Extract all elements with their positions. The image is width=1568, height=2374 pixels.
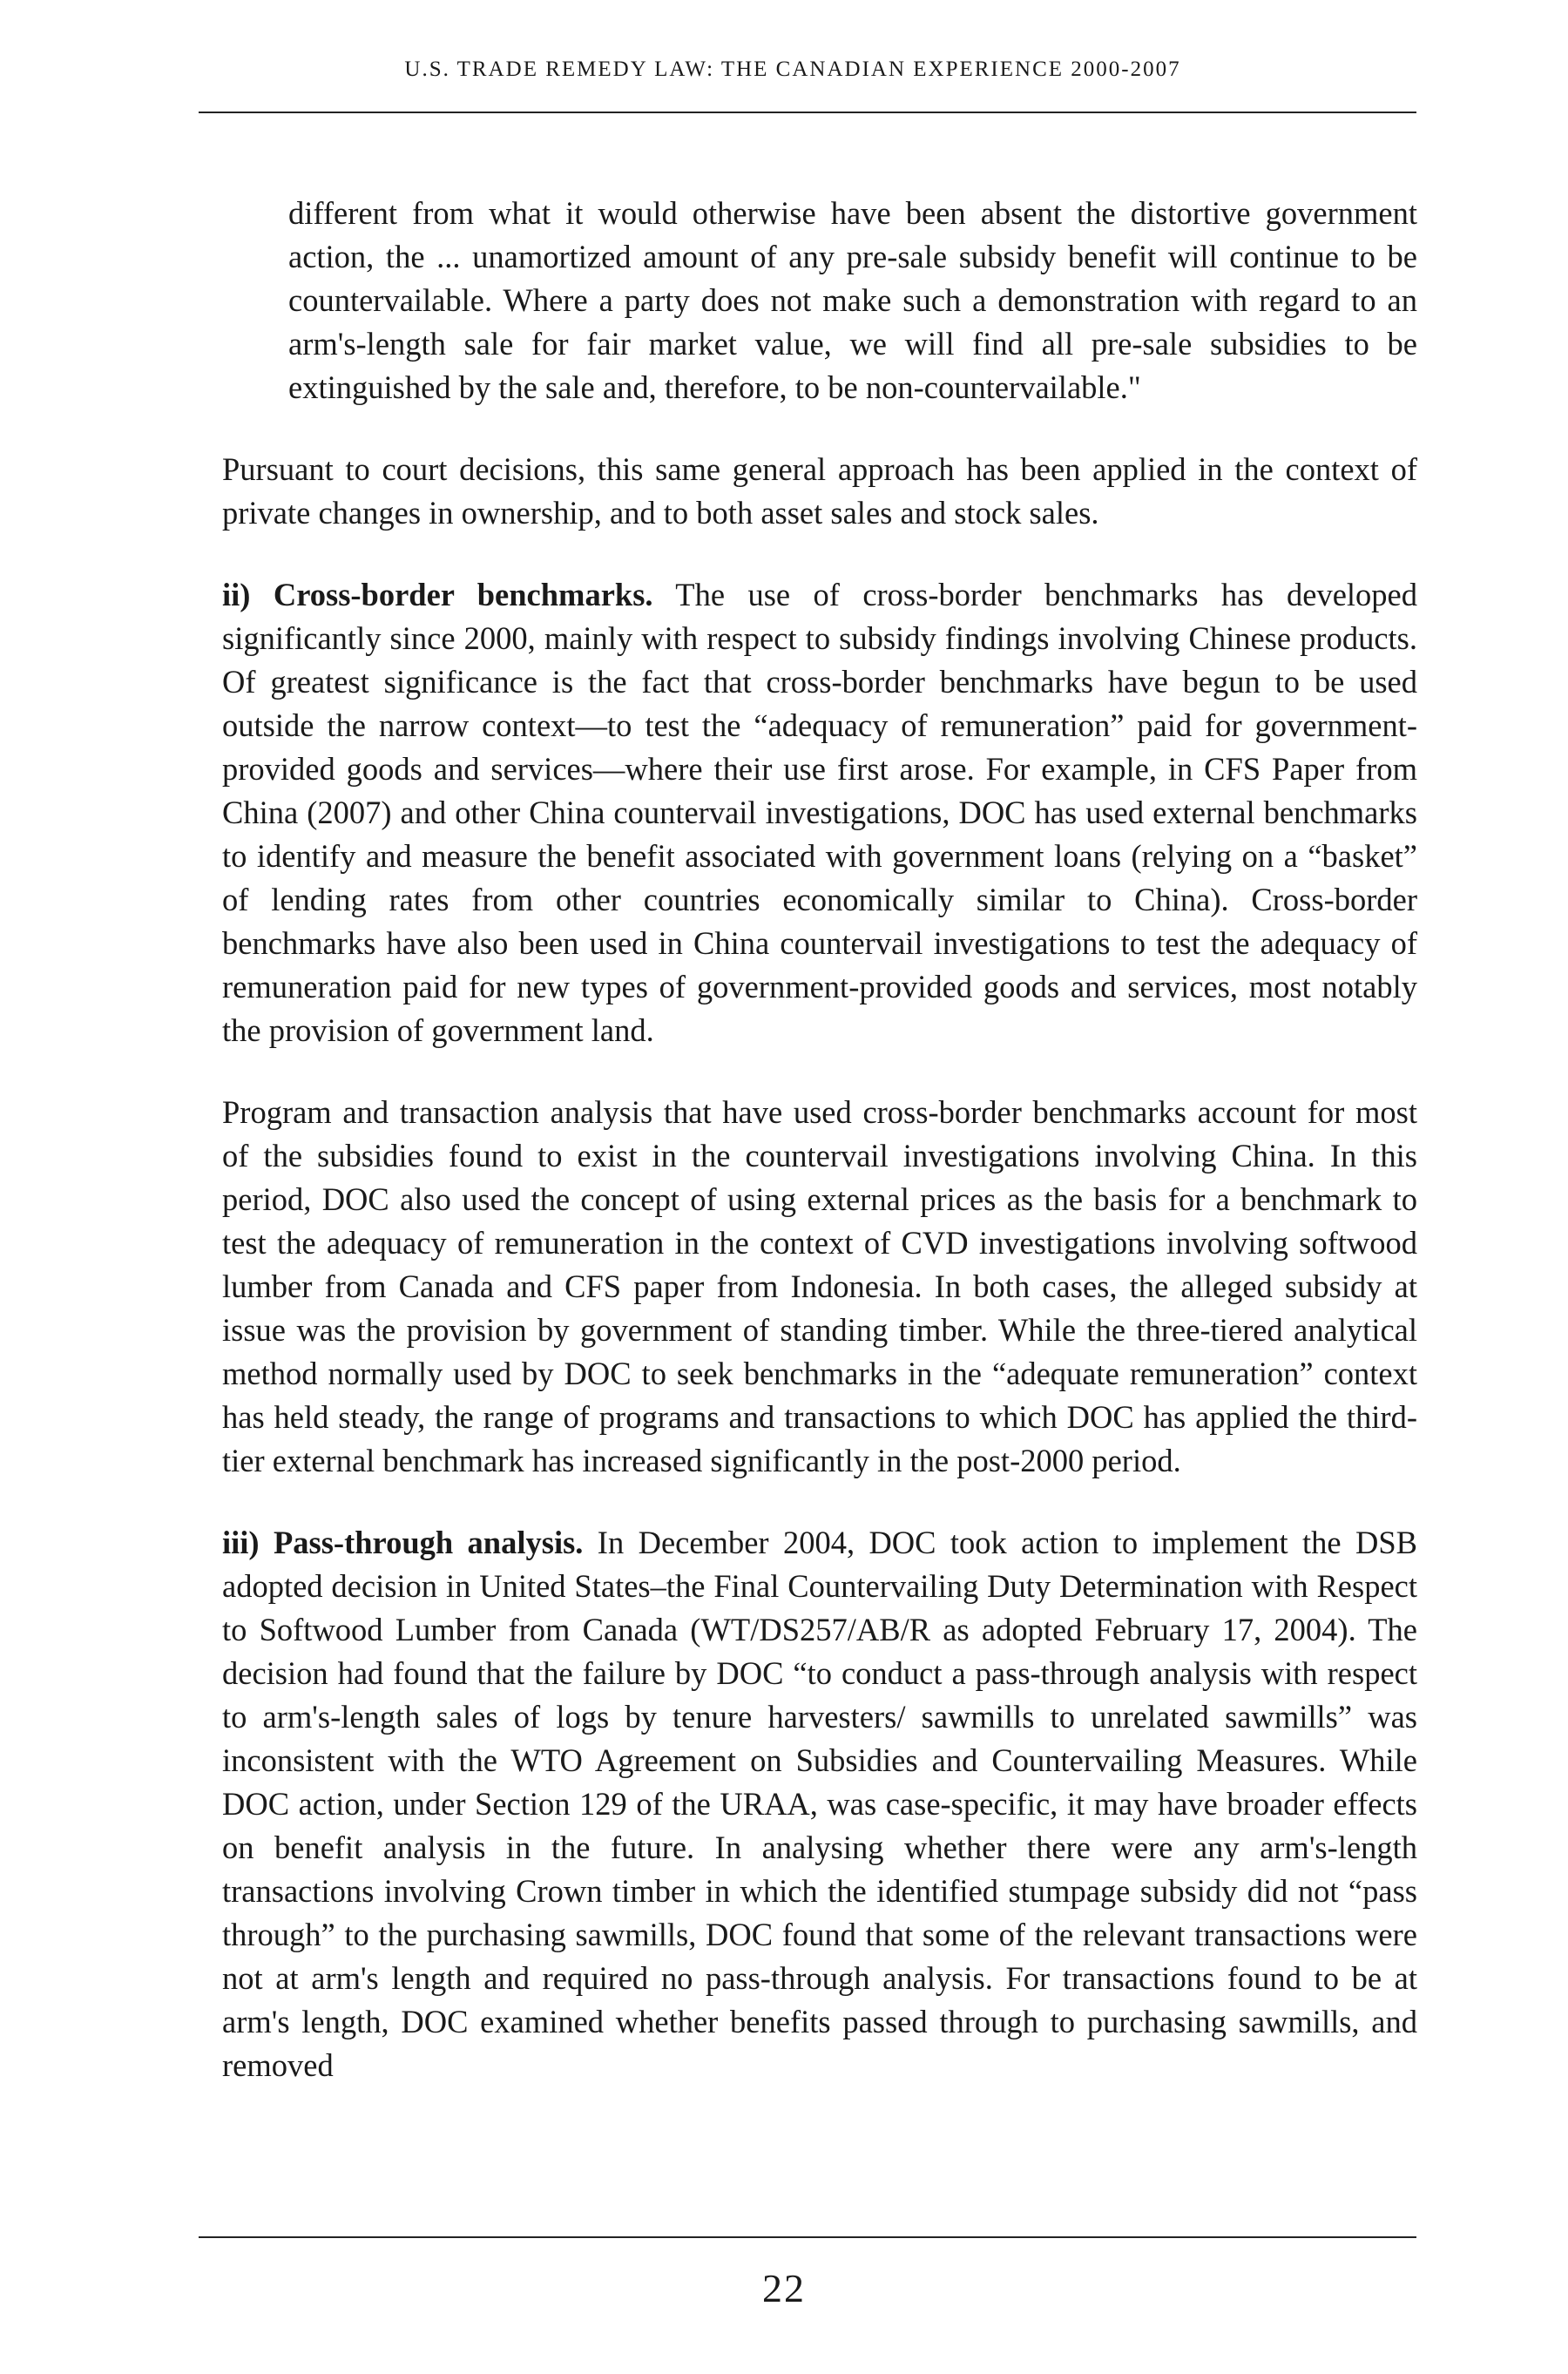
- footer-divider: [199, 2236, 1416, 2238]
- running-header: U.S. TRADE REMEDY LAW: THE CANADIAN EXPERIENCE 2000-2007: [404, 57, 1181, 81]
- page-number: 22: [762, 2266, 806, 2310]
- block-quote: different from what it would otherwise have been absent the distortive government action, the ... unamortized amount of any pre-sale subsidy benefit will continue to be countervailable. Where a party does not make such a demonstration with regard to an arm's-length sale for fair market value, we will find all pre-sale subsidies to be extinguished by the sale and, therefore, to be non-countervailable.": [288, 195, 1417, 405]
- header-divider: [199, 112, 1416, 113]
- paragraph-cross-border-benchmarks: [222, 573, 1417, 1052]
- section-heading-cross-border: ii) Cross-border benchmarks.: [222, 577, 653, 612]
- paragraph-court-decisions: Pursuant to court decisions, this same general approach has been applied in the context of private changes in ownership, and to both asset sales and stock sales.: [222, 451, 1417, 531]
- pass-through-text: In December 2004, DOC took action to implement the DSB adopted decision in United States–the Final Countervailing Duty Determination with Respect to Softwood Lumber from Canada (WT/DS257/AB/R as adopted February 17, 2004). The decision had found that the failure by DOC “to conduct a pass-through analysis with respect to arm's-length sales of logs by tenure harvesters/ sawmills to unrelated sawmills” was inconsistent with the WTO Agreement on Subsidies and Countervailing Measures. While DOC action, under Section 129 of the URAA, was case-specific, it may have broader effects on benefit analysis in the future. In analysing whether there were any arm's-length transactions involving Crown timber in which the identified stumpage subsidy did not “pass through” to the purchasing sawmills, DOC found that some of the relevant transactions were not at arm's length and required no pass-through analysis. For transactions found to be at arm's length, DOC examined whether benefits passed through to purchasing sawmills, and removed: [222, 1525, 1417, 2083]
- cross-border-text: The use of cross-border benchmarks has developed significantly since 2000, mainly with respect to subsidy findings involving Chinese products. Of greatest significance is the fact that cross-border benchmarks have begun to be used outside the narrow context—to test the “adequacy of remuneration” paid for government-provided goods and services—where their use first arose. For example, in CFS Paper from China (2007) and other China countervail investigations, DOC has used external benchmarks to identify and measure the benefit associated with government loans (relying on a “basket” of lending rates from other countries economically similar to China). Cross-border benchmarks have also been used in China countervail investigations to test the adequacy of remuneration paid for new types of government-provided goods and services, most notably the provision of government land.: [222, 577, 1417, 1048]
- section-heading-pass-through: iii) Pass-through analysis.: [222, 1525, 584, 1560]
- paragraph-pass-through-analysis: [222, 1521, 1417, 2087]
- paragraph-program-analysis: Program and transaction analysis that have used cross-border benchmarks account for most of the subsidies found to exist in the countervail investigations involving China. In this period, DOC also used the concept of using external prices as the basis for a benchmark to test the adequacy of remuneration in the context of CVD investigations involving softwood lumber from Canada and CFS paper from Indonesia. In both cases, the alleged subsidy at issue was the provision by government of standing timber. While the three-tiered analytical method normally used by DOC to seek benchmarks in the “adequate remuneration” context has held steady, the range of programs and transactions to which DOC has applied the third-tier external benchmark has increased significantly in the post-2000 period.: [222, 1094, 1417, 1478]
- body-text: [222, 192, 1417, 2126]
